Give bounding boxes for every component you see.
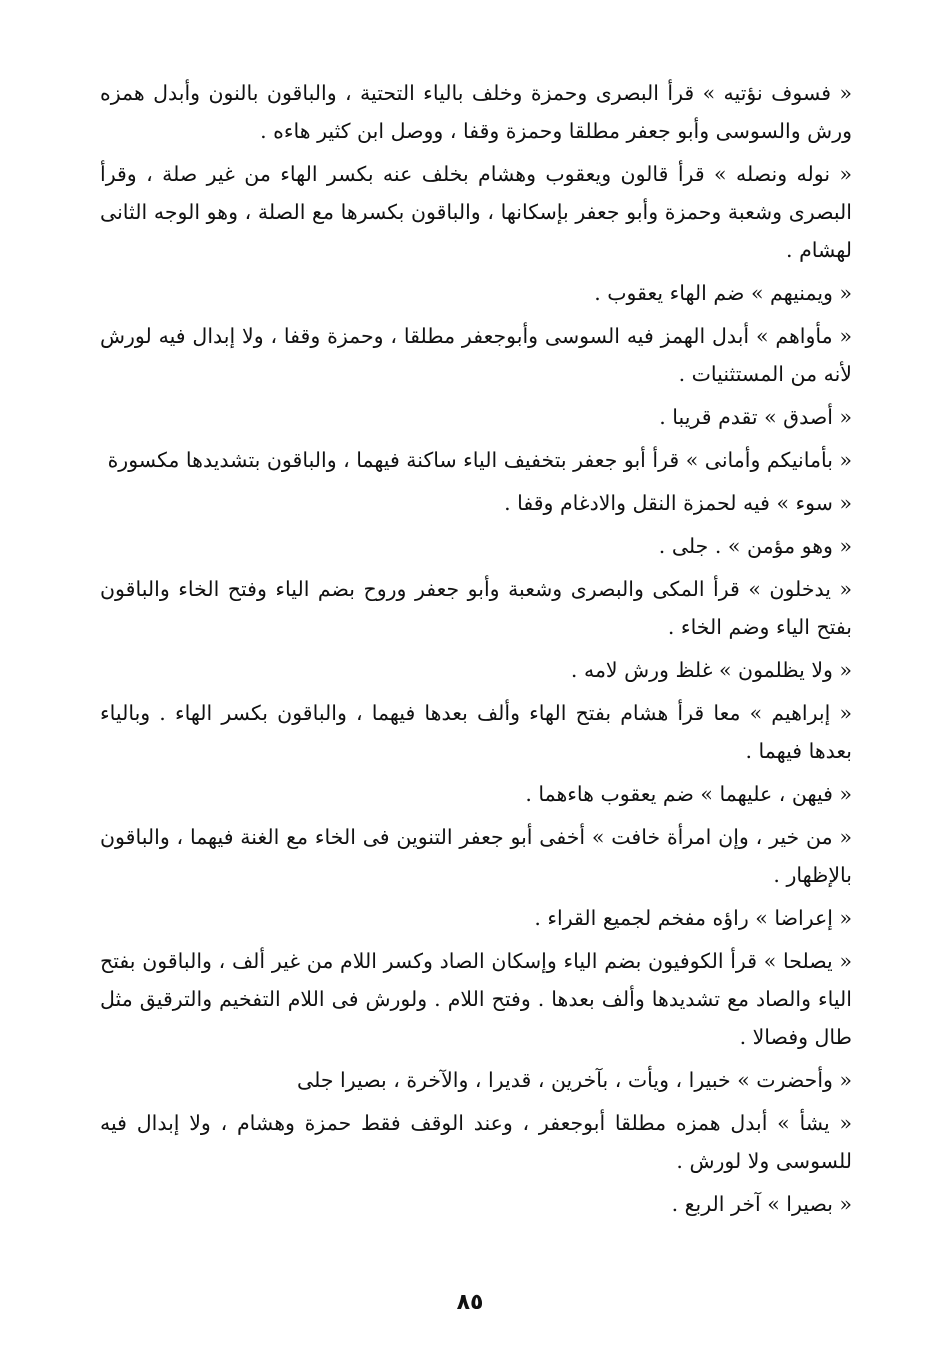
paragraph: « وهو مؤمن » . جلى . — [658, 534, 852, 558]
paragraph: « سوء » فيه لحمزة النقل والادغام وقفا . — [504, 491, 852, 515]
paragraph: « إبراهيم » معا قرأ هشام بفتح الهاء وألف بعدها فيهما ، والباقون بكسر الهاء . وبالياء بعدها فيهما . — [100, 701, 852, 763]
paragraph: « فسوف نؤتيه » قرأ البصرى وحمزة وخلف بالياء التحتية ، والباقون بالنون وأبدل همزه ورش والسوسى وأبو جعفر مطلقا وحمزة وقفا ، ووصل ابن كثير هاءه . — [100, 81, 852, 143]
paragraph: « فيهن ، عليهما » ضم يعقوب هاءهما . — [525, 782, 852, 806]
paragraph: « نوله ونصله » قرأ قالون ويعقوب وهشام بخلف عنه بكسر الهاء من غير صلة ، وقرأ البصرى وشعبة وحمزة وأبو جعفر بإسكانها ، والباقون بكسرها مع الصلة ، وهو الوجه الثانى لهشام . — [100, 162, 852, 262]
page-number: ٨٥ — [456, 1290, 484, 1315]
paragraph: « ولا يظلمون » غلظ ورش لامه . — [570, 658, 852, 682]
paragraph: « يشأ » أبدل همزه مطلقا أبوجعفر ، وعند الوقف فقط حمزة وهشام ، ولا إبدال فيه للسوسى ولا لورش . — [100, 1111, 852, 1173]
paragraph: « ويمنيهم » ضم الهاء يعقوب . — [594, 281, 852, 305]
paragraph: « وأحضرت » خبيرا ، ويأت ، بآخرين ، قديرا ، والآخرة ، بصيرا جلى — [296, 1068, 852, 1092]
paragraph: « إعراضا » راؤه مفخم لجميع القراء . — [534, 906, 852, 930]
paragraph: « مأواهم » أبدل الهمز فيه السوسى وأبوجعفر مطلقا ، وحمزة وقفا ، ولا إبدال فيه لورش لأنه من المستثنيات . — [100, 324, 852, 386]
paragraph: « من خير ، وإن امرأة خافت » أخفى أبو جعفر التنوين فى الخاء مع الغنة فيهما ، والباقون بالإظهار . — [100, 825, 852, 887]
paragraph: « أصدق » تقدم قريبا . — [659, 405, 852, 429]
paragraph: « يدخلون » قرأ المكى والبصرى وشعبة وأبو جعفر وروح بضم الياء وفتح الخاء والباقون بفتح الياء وضم الخاء . — [100, 577, 852, 639]
paragraph: « بأمانيكم وأمانى » قرأ أبو جعفر بتخفيف الياء ساكنة فيهما ، والباقون بتشديدها مكسورة — [107, 448, 852, 472]
paragraph: « بصيرا » آخر الربع . — [671, 1192, 852, 1216]
paragraph: « يصلحا » قرأ الكوفيون بضم الياء وإسكان الصاد وكسر اللام من غير ألف ، والباقون بفتح الياء والصاد مع تشديدها وألف بعدها . وفتح اللام . ولورش فى اللام التفخيم والترقيق مثل طال وفصالا . — [100, 949, 852, 1049]
